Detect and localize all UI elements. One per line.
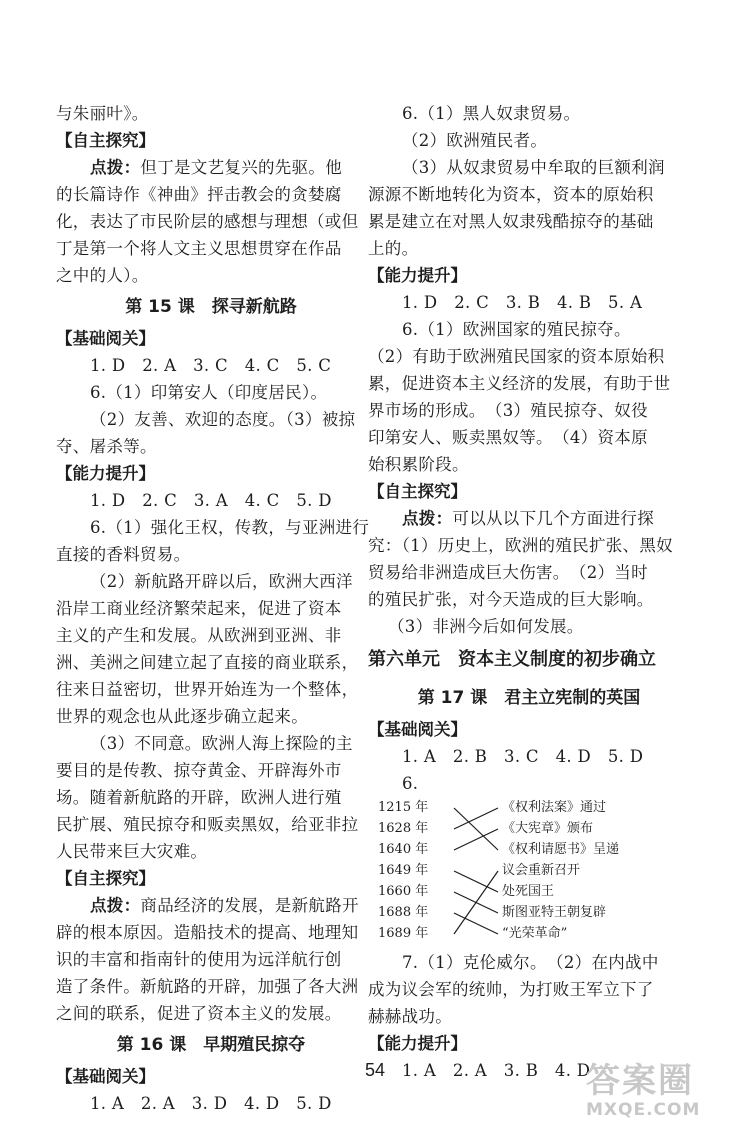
answer-line: 上的。: [368, 239, 419, 258]
lesson-title: 第 17 课 君主立宪制的英国: [417, 688, 641, 708]
unit-title: 第六单元 资本主义制度的初步确立: [368, 649, 656, 670]
match-event: 《权利法案》通过: [502, 800, 607, 815]
match-line: [454, 808, 498, 850]
lesson-title: 第 16 课 早期殖民掠夺: [116, 1035, 306, 1055]
answer-line: （3）从奴隶贸易中牟取的巨额利润: [402, 158, 665, 177]
lesson-title: 第 15 课 探寻新航路: [125, 297, 297, 317]
left-column: [56, 100, 370, 1117]
hint-text: 可以从以下几个方面进行探: [452, 509, 655, 528]
answer-line: 6.（1）印第安人（印度居民）。: [90, 383, 328, 402]
section-heading: 【基础阅关】: [56, 1067, 155, 1086]
answer-line: 往来日益密切，世界开始连为一个整体，: [56, 680, 359, 699]
match-year: 1660 年: [378, 884, 429, 899]
match-year: 1628 年: [378, 821, 429, 836]
answer-line: 印第安人、贩卖黑奴等。 （4）资本原: [368, 428, 648, 447]
answer-line: 1. A 2. B 3. C 4. D 5. D: [402, 747, 644, 766]
text-line: 究：（1）历史上，欧洲的殖民扩张、黑奴: [368, 536, 673, 555]
text-line: 化，表达了市民阶层的感想与理想（或但: [56, 212, 359, 231]
watermark-logo: [586, 1062, 736, 1126]
hint-label: 点拨：: [90, 158, 141, 177]
match-line: [454, 913, 498, 934]
match-event: 斯图亚特王朝复辟: [502, 905, 607, 920]
answer-line: 6.: [402, 774, 419, 793]
section-heading: 【能力提升】: [368, 1034, 467, 1053]
answer-line: 1. D 2. C 3. A 4. C 5. D: [90, 491, 332, 510]
text-line: 的殖民扩张，对今天造成的巨大影响。: [368, 590, 654, 609]
hint-text: 商品经济的发展，是新航路开: [140, 896, 359, 915]
match-year: 1689 年: [378, 926, 429, 941]
answer-line: （2）欧洲殖民者。: [402, 131, 548, 150]
match-line: [454, 871, 498, 934]
match-event: “光荣革命”: [502, 926, 568, 941]
answer-line: 成为议会军的统帅，为打败王军立下了: [368, 980, 654, 999]
section-heading: 【自主探究】: [56, 131, 155, 150]
match-event: 议会重新召开: [502, 863, 581, 878]
match-event: 处死国王: [502, 884, 555, 899]
answer-line: 源源不断地转化为资本，资本的原始积: [368, 185, 654, 204]
answer-line: 人民带来巨大灾难。: [56, 842, 208, 861]
answer-line: 民扩展、殖民掠夺和贩卖黑奴，给亚非拉: [56, 815, 359, 834]
match-line: [454, 829, 498, 850]
watermark-url: MXQE.COM: [586, 1100, 701, 1120]
section-heading: 【基础阅关】: [56, 329, 155, 348]
answer-line: （3）不同意。欧洲人海上探险的主: [90, 734, 353, 753]
hint-text: 但丁是文艺复兴的先驱。他: [140, 158, 343, 177]
answer-line: 1. A 2. A 3. D 4. D 5. D: [90, 1094, 332, 1113]
text-line: [56, 892, 366, 919]
answer-line: 直接的香料贸易。: [56, 545, 191, 564]
text-line: 识的丰富和指南针的使用为远洋航行创: [56, 950, 342, 969]
answer-line: 7.（1）克伦威尔。 （2）在内战中: [402, 953, 659, 972]
text-line: 与朱丽叶》。: [56, 104, 149, 123]
text-line: 贸易给非洲造成巨大伤害。 （2）当时: [368, 563, 648, 582]
hint-label: 点拨：: [402, 509, 453, 528]
answer-line: 累是建立在对黑人奴隶残酷掠夺的基础: [368, 212, 654, 231]
answer-line: 沿岸工商业经济繁荣起来，促进了资本: [56, 599, 342, 618]
right-column: [368, 100, 690, 1084]
text-line: 辟的根本原因。造船技术的提高、地理知: [56, 923, 359, 942]
text-line: [368, 505, 690, 532]
section-heading: 【自主探究】: [56, 869, 155, 888]
answer-line: 世界的观念也从此逐步确立起来。: [56, 707, 308, 726]
section-heading: 【能力提升】: [56, 464, 155, 483]
match-year: 1640 年: [378, 842, 429, 857]
match-year: 1688 年: [378, 905, 429, 920]
text-line: 之中的人）。: [56, 266, 149, 285]
text-line: 的长篇诗作《神曲》抨击教会的贪婪腐: [56, 185, 342, 204]
page-number: 54: [364, 1060, 386, 1080]
answer-line: （2）友善、欢迎的态度。（3）被掠: [90, 410, 356, 429]
answer-line: 累，促进资本主义经济的发展，有助于世: [368, 374, 671, 393]
answer-line: 6.（1）欧洲国家的殖民掠夺。: [402, 320, 631, 339]
answer-line: 1. A 2. A 3. B 4. D: [402, 1061, 591, 1080]
answer-line: （2）新航路开辟以后，欧洲大西洋: [90, 572, 353, 591]
text-line: [56, 154, 366, 181]
answer-line: 要目的是传教、掠夺黄金、开辟海外市: [56, 761, 342, 780]
answer-line: 6.（1）强化王权，传教，与亚洲进行: [90, 518, 370, 537]
hint-label: 点拨：: [90, 896, 141, 915]
answer-line: 1. D 2. C 3. B 4. B 5. A: [402, 293, 643, 312]
text-line: 之间的联系，促进了资本主义的发展。: [56, 1004, 342, 1023]
section-heading: 【能力提升】: [368, 266, 467, 285]
section-heading: 【基础阅关】: [368, 720, 467, 739]
match-year: 1215 年: [378, 800, 429, 815]
match-event: 《大宪章》颁布: [502, 821, 594, 836]
match-event: 《权利请愿书》呈递: [502, 842, 620, 857]
answer-line: 1. D 2. A 3. C 4. C 5. C: [90, 356, 332, 375]
answer-line: 洲、美洲之间建立起了直接的商业联系，: [56, 653, 359, 672]
answer-line: （2）有助于欧洲殖民国家的资本原始积: [368, 347, 665, 366]
watermark-text: 答案圈: [586, 1061, 694, 1101]
matching-diagram: [368, 799, 690, 949]
answer-line: 场。随着新航路的开辟，欧洲人进行殖: [56, 788, 342, 807]
answer-line: 6.（1）黑人奴隶贸易。: [402, 104, 581, 123]
match-year: 1649 年: [378, 863, 429, 878]
section-heading: 【自主探究】: [368, 482, 467, 501]
answer-line: 夺、屠杀等。: [56, 437, 157, 456]
answer-line: 赫赫战功。: [368, 1007, 452, 1026]
answer-line: 主义的产生和发展。从欧洲到亚洲、非: [56, 626, 342, 645]
answer-line: 界市场的形成。 （3）殖民掠夺、奴役: [368, 401, 648, 420]
text-line: 造了条件。新航路的开辟，加强了各大洲: [56, 977, 359, 996]
answer-line: 始积累阶段。: [368, 455, 469, 474]
text-line: 丁是第一个将人文主义思想贯穿在作品: [56, 239, 342, 258]
text-line: （3）非洲今后如何发展。: [388, 617, 584, 636]
match-line: [454, 808, 498, 829]
match-line: [454, 871, 498, 892]
